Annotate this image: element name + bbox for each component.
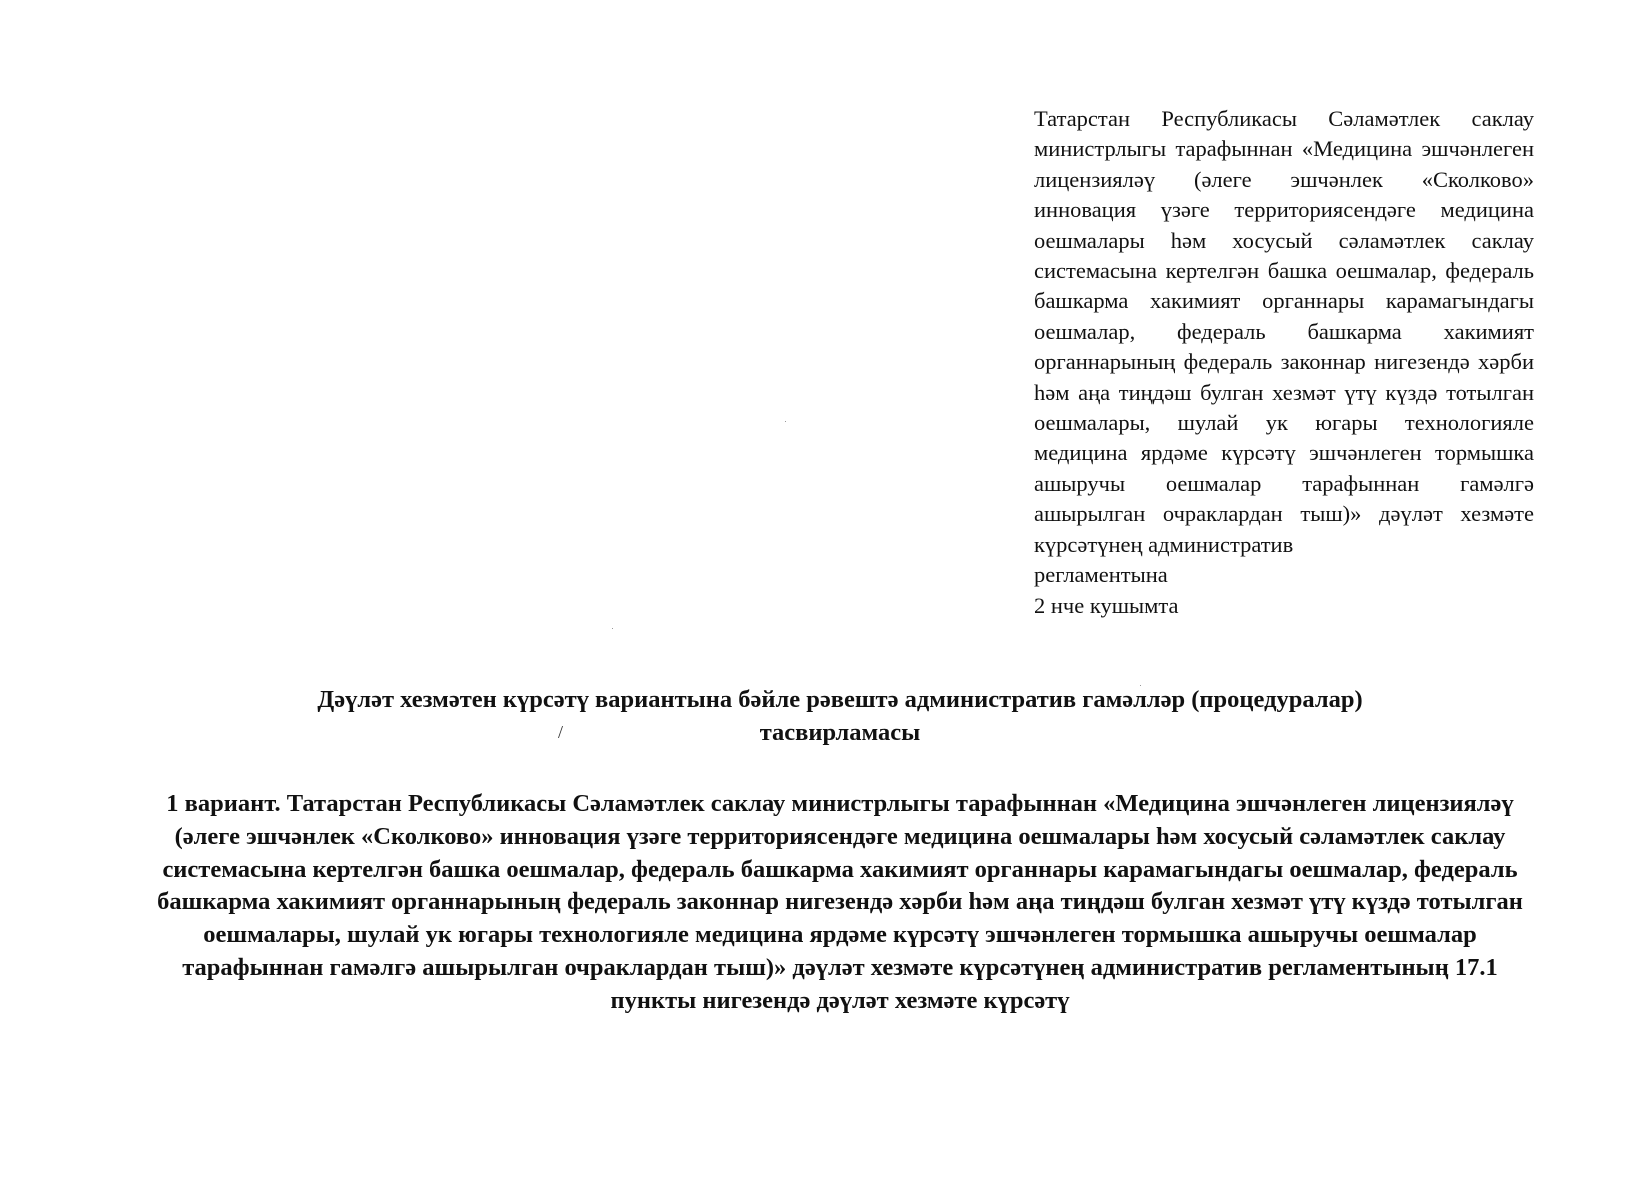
variant-heading: 1 вариант. Татарстан Республикасы Сәламәтлек саклау министрлыгы тарафыннан «Медицина эшчәнлеген лицензияләү (әлеге эшчәнлек «Сколково» инновация үзәге территориясендәге медицина оешмалары һәм хосусый сәламәтлек саклау системасына кертелгән башка оешмалар, федераль башкарма хакимият органнары карамагындагы оешмалар, федераль башкарма хакимият органнарының федераль законнар нигезендә хәрби һәм аңа тиңдәш булган хезмәт үтү күздә тотылган оешмалары, шулай ук югары технологияле медицина ярдәме күрсәтү эшчәнлеген тормышка ашыручы оешмалар тарафыннан гамәлгә ашырылган очраклардан тыш)» дәүләт хезмәте күрсәтүнең административ регламентының 17.1 пункты нигезендә дәүләт хезмәте күрсәтү [157, 790, 1523, 1014]
document-title-line-2: тасвирламасы [759, 719, 921, 746]
stray-scan-mark: / [558, 722, 564, 742]
annex-number: 2 нче кушымта [1034, 592, 1179, 618]
annex-block [1034, 104, 1534, 621]
scan-speck [785, 421, 786, 422]
annex-reference-last-line: регламентына [1034, 562, 1168, 588]
document-title-line-1: Дәүләт хезмәтен күрсәтү вариантына бәйле рәвештә административ гамәлләр (процедуралар) [317, 686, 1363, 713]
scan-speck [1140, 685, 1141, 686]
scan-speck [612, 628, 613, 629]
annex-reference-text [1034, 104, 1534, 591]
document-title [150, 683, 1530, 749]
annex-reference-body: Татарстан Республикасы Сәламәтлек саклау министрлыгы тарафыннан «Медицина эшчәнлеген лицензияләү (әлеге эшчәнлек «Сколково» инновация үзәге территориясендәге медицина оешмалары һәм хосусый сәламәтлек саклау системасына кертелгән башка оешмалар, федераль башкарма хакимият органнары карамагындагы оешмалар, федераль башкарма хакимият органнарының федераль законнар нигезендә хәрби һәм аңа тиңдәш булган хезмәт үтү күздә тотылган оешмалары, шулай ук югары технологияле медицина ярдәме күрсәтү эшчәнлеген тормышка ашыручы оешмалар тарафыннан гамәлгә ашырылган очраклардан тыш)» дәүләт хезмәте күрсәтүнең административ [1034, 106, 1534, 557]
